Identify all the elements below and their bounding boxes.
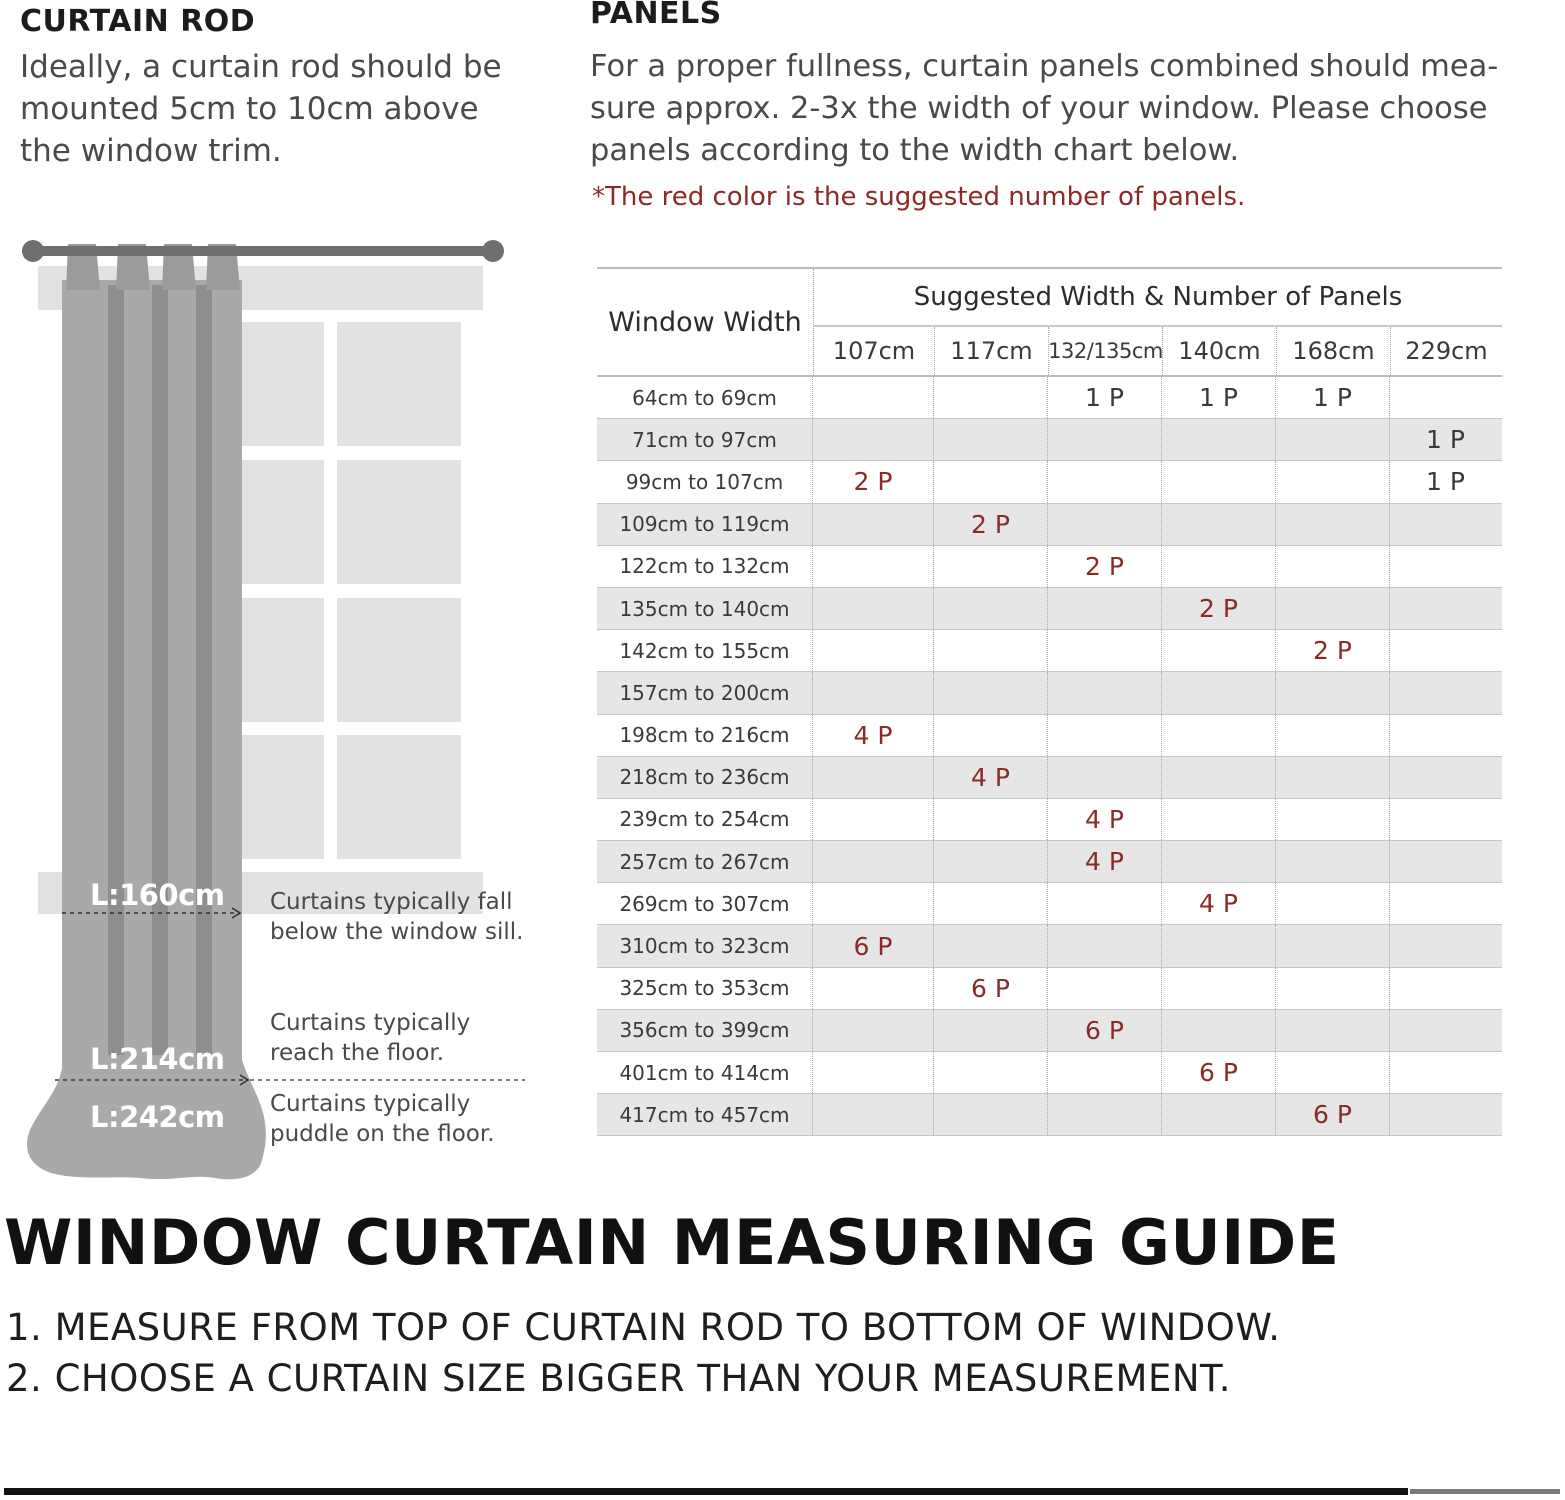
window-width-range: 64cm to 69cm — [597, 377, 813, 418]
table-row — [597, 757, 1502, 799]
caption-line: reach the floor. — [270, 1040, 445, 1066]
panel-count-cell — [813, 1094, 934, 1135]
panel-count-cell — [934, 546, 1048, 587]
panel-count-cell — [934, 588, 1048, 629]
panels-line: For a proper fullness, curtain panels combined should mea- — [590, 49, 1499, 84]
panel-count-cell — [1390, 757, 1501, 798]
bottom-divider — [4, 1488, 1408, 1495]
panel-count-cell — [1048, 757, 1162, 798]
panel-count-cell — [1048, 1094, 1162, 1135]
panel-count-cell — [813, 546, 934, 587]
panel-count-cell — [1276, 883, 1390, 924]
caption-sill — [270, 887, 523, 947]
panel-count-cell — [1390, 588, 1501, 629]
panel-count-cell — [1162, 1010, 1276, 1051]
table-row — [597, 715, 1502, 757]
window-width-range: 142cm to 155cm — [597, 630, 813, 671]
caption-line: Curtains typically — [270, 1010, 471, 1036]
panel-count-cell — [1162, 630, 1276, 671]
panel-count-cell — [1048, 630, 1162, 671]
window-width-range: 239cm to 254cm — [597, 799, 813, 840]
panel-count-cell: 2 P — [813, 461, 934, 502]
panel-count-cell: 4 P — [1048, 841, 1162, 882]
panels-note: *The red color is the suggested number of panels. — [592, 182, 1246, 212]
panel-count-cell — [1048, 1052, 1162, 1093]
panel-count-cell — [934, 925, 1048, 966]
panel-count-cell: 6 P — [1276, 1094, 1390, 1135]
panel-count-cell — [1048, 925, 1162, 966]
panel-count-cell — [1276, 504, 1390, 545]
column-header: 107cm — [814, 327, 935, 375]
panel-count-cell — [813, 672, 934, 713]
curtain-fold — [108, 285, 124, 1055]
panel-count-cell — [1390, 1094, 1501, 1135]
table-row — [597, 461, 1502, 503]
panel-count-cell — [1162, 925, 1276, 966]
panel-count-cell — [1276, 461, 1390, 502]
panel-count-cell — [934, 841, 1048, 882]
table-row — [597, 630, 1502, 672]
panel-count-cell — [1276, 799, 1390, 840]
column-header: 117cm — [935, 327, 1049, 375]
window-width-range: 109cm to 119cm — [597, 504, 813, 545]
length-label-160: L:160cm — [90, 878, 225, 912]
panel-count-cell — [813, 1052, 934, 1093]
panel-count-cell — [1390, 377, 1501, 418]
panel-count-cell — [1390, 546, 1501, 587]
panel-count-cell — [813, 757, 934, 798]
window-width-range: 157cm to 200cm — [597, 672, 813, 713]
panel-count-cell — [934, 419, 1048, 460]
window-panes — [238, 322, 461, 859]
guide-step-2: 2. CHOOSE A CURTAIN SIZE BIGGER THAN YOUR MEASUREMENT. — [6, 1357, 1232, 1400]
curtain-rod-heading: CURTAIN ROD — [20, 4, 256, 39]
curtain-rod-line: mounted 5cm to 10cm above — [20, 91, 479, 127]
panel-count-cell — [934, 630, 1048, 671]
panel-count-cell — [1276, 925, 1390, 966]
panel-count-cell: 4 P — [1162, 883, 1276, 924]
panel-count-cell — [1390, 841, 1501, 882]
panel-count-cell — [1276, 968, 1390, 1009]
panel-count-cell — [1162, 1094, 1276, 1135]
suggested-width-header: Suggested Width & Number of Panels — [814, 269, 1502, 327]
panel-count-cell — [934, 377, 1048, 418]
panel-count-cell — [934, 461, 1048, 502]
window-width-range: 198cm to 216cm — [597, 715, 813, 756]
panel-count-cell: 1 P — [1426, 467, 1465, 497]
curtain-rod-text — [20, 46, 560, 172]
caption-line: Curtains typically — [270, 1091, 471, 1117]
curtain-rod-line: the window trim. — [20, 133, 282, 169]
width-chart-table — [597, 267, 1502, 1136]
panel-count-cell — [1048, 883, 1162, 924]
table-row — [597, 1052, 1502, 1094]
panel-count-cell — [1276, 1010, 1390, 1051]
window-width-range: 257cm to 267cm — [597, 841, 813, 882]
caption-floor — [270, 1008, 470, 1068]
panel-count-cell — [1162, 799, 1276, 840]
panel-count-cell — [1276, 841, 1390, 882]
caption-puddle — [270, 1089, 495, 1149]
table-body — [597, 377, 1502, 1136]
panel-count-cell — [1048, 588, 1162, 629]
panels-text — [590, 46, 1550, 172]
curtain-fold — [196, 285, 212, 1055]
table-row — [597, 377, 1502, 419]
panel-count-cell — [1048, 504, 1162, 545]
column-header: 132/135cm — [1049, 327, 1163, 375]
window-width-range: 356cm to 399cm — [597, 1010, 813, 1051]
table-row — [597, 883, 1502, 925]
table-row — [597, 799, 1502, 841]
width-columns-header — [814, 327, 1502, 375]
panel-count-cell: 2 P — [934, 504, 1048, 545]
window-width-header: Window Width — [597, 269, 814, 375]
table-row — [597, 968, 1502, 1010]
panel-count-cell — [934, 799, 1048, 840]
panel-count-cell — [1276, 588, 1390, 629]
panel-count-cell — [1390, 715, 1501, 756]
panel-count-cell — [1048, 461, 1162, 502]
panel-count-cell — [1390, 1052, 1501, 1093]
column-header: 140cm — [1163, 327, 1277, 375]
rod-finial-left — [22, 240, 44, 262]
rod-finial-right — [482, 240, 504, 262]
panel-count-cell — [1390, 883, 1501, 924]
panel-count-cell — [934, 1094, 1048, 1135]
table-row — [597, 925, 1502, 967]
panel-count-cell — [1390, 1010, 1501, 1051]
guide-step-1: 1. MEASURE FROM TOP OF CURTAIN ROD TO BOTTOM OF WINDOW. — [6, 1306, 1281, 1349]
panel-count-cell — [813, 841, 934, 882]
panel-count-cell — [813, 630, 934, 671]
panel-count-cell: 4 P — [1048, 799, 1162, 840]
panel-count-cell: 6 P — [813, 925, 934, 966]
panels-line: sure approx. 2-3x the width of your window. Please choose — [590, 91, 1488, 126]
panel-count-cell — [1276, 757, 1390, 798]
panel-count-cell — [1276, 546, 1390, 587]
panel-count-cell: 2 P — [1276, 630, 1390, 671]
curtain-rod-line: Ideally, a curtain rod should be — [20, 49, 502, 85]
caption-line: puddle on the floor. — [270, 1121, 495, 1147]
panel-count-cell: 1 P — [1162, 377, 1276, 418]
guide-title: WINDOW CURTAIN MEASURING GUIDE — [4, 1206, 1340, 1279]
panel-count-cell — [1390, 799, 1501, 840]
panel-count-cell: 4 P — [813, 715, 934, 756]
length-label-242: L:242cm — [90, 1100, 225, 1134]
curtain-illustration — [0, 230, 560, 1190]
caption-line: Curtains typically fall — [270, 889, 513, 915]
panel-count-cell — [1390, 672, 1501, 713]
panel-count-cell — [934, 672, 1048, 713]
panel-count-cell — [1048, 672, 1162, 713]
panel-count-cell: 1 P — [1048, 377, 1162, 418]
panel-count-cell — [1276, 672, 1390, 713]
panel-count-cell — [1162, 715, 1276, 756]
curtain-rod — [30, 246, 496, 256]
panel-count-cell: 1 P — [1276, 377, 1390, 418]
panel-count-cell — [1276, 1052, 1390, 1093]
panel-count-cell — [813, 504, 934, 545]
column-header: 229cm — [1405, 337, 1488, 365]
panel-count-cell: 1 P — [1426, 425, 1465, 455]
panel-count-cell — [813, 419, 934, 460]
panel-count-cell — [1162, 461, 1276, 502]
panel-count-cell — [1390, 504, 1501, 545]
panel-count-cell — [813, 968, 934, 1009]
panel-count-cell: 2 P — [1162, 588, 1276, 629]
panel-count-cell: 6 P — [1162, 1052, 1276, 1093]
window-width-range: 417cm to 457cm — [597, 1094, 813, 1135]
window-width-range: 135cm to 140cm — [597, 588, 813, 629]
panel-count-cell — [1048, 715, 1162, 756]
panel-count-cell — [813, 1010, 934, 1051]
panel-count-cell — [1162, 419, 1276, 460]
panel-count-cell — [813, 377, 934, 418]
panel-count-cell — [1162, 672, 1276, 713]
table-header — [597, 267, 1502, 377]
table-row — [597, 504, 1502, 546]
column-header: 168cm — [1277, 327, 1391, 375]
table-row — [597, 841, 1502, 883]
length-label-214: L:214cm — [90, 1042, 225, 1076]
panel-count-cell — [1276, 419, 1390, 460]
panel-count-cell: 6 P — [934, 968, 1048, 1009]
table-row — [597, 588, 1502, 630]
panel-count-cell — [1048, 419, 1162, 460]
bottom-divider-end — [1410, 1489, 1560, 1494]
panel-count-cell — [813, 883, 934, 924]
panel-count-cell — [1390, 925, 1501, 966]
panel-count-cell — [813, 588, 934, 629]
window-width-range: 99cm to 107cm — [597, 461, 813, 502]
curtain-fold — [152, 285, 168, 1055]
panel-count-cell: 4 P — [934, 757, 1048, 798]
panel-count-cell — [1162, 968, 1276, 1009]
window-width-range: 71cm to 97cm — [597, 419, 813, 460]
panel-count-cell — [934, 883, 1048, 924]
window-width-range: 401cm to 414cm — [597, 1052, 813, 1093]
window-width-range: 218cm to 236cm — [597, 757, 813, 798]
table-row — [597, 1010, 1502, 1052]
panel-count-cell — [1276, 715, 1390, 756]
caption-line: below the window sill. — [270, 919, 524, 945]
table-row — [597, 546, 1502, 588]
panel-count-cell — [1162, 841, 1276, 882]
panel-count-cell — [1162, 757, 1276, 798]
window-width-range: 269cm to 307cm — [597, 883, 813, 924]
panel-count-cell: 2 P — [1048, 546, 1162, 587]
panel-count-cell — [813, 799, 934, 840]
panel-count-cell — [1048, 968, 1162, 1009]
panel-count-cell — [1162, 504, 1276, 545]
panels-heading: PANELS — [590, 0, 722, 31]
window-width-range: 310cm to 323cm — [597, 925, 813, 966]
panel-count-cell: 6 P — [1048, 1010, 1162, 1051]
table-row — [597, 672, 1502, 714]
table-row — [597, 419, 1502, 461]
window-width-range: 325cm to 353cm — [597, 968, 813, 1009]
panel-count-cell — [1390, 630, 1501, 671]
panel-count-cell — [1390, 968, 1501, 1009]
panel-count-cell — [934, 1010, 1048, 1051]
window-width-range: 122cm to 132cm — [597, 546, 813, 587]
panels-line: panels according to the width chart below. — [590, 133, 1240, 168]
panel-count-cell — [934, 1052, 1048, 1093]
panel-count-cell — [934, 715, 1048, 756]
table-row — [597, 1094, 1502, 1136]
panel-count-cell — [1162, 546, 1276, 587]
